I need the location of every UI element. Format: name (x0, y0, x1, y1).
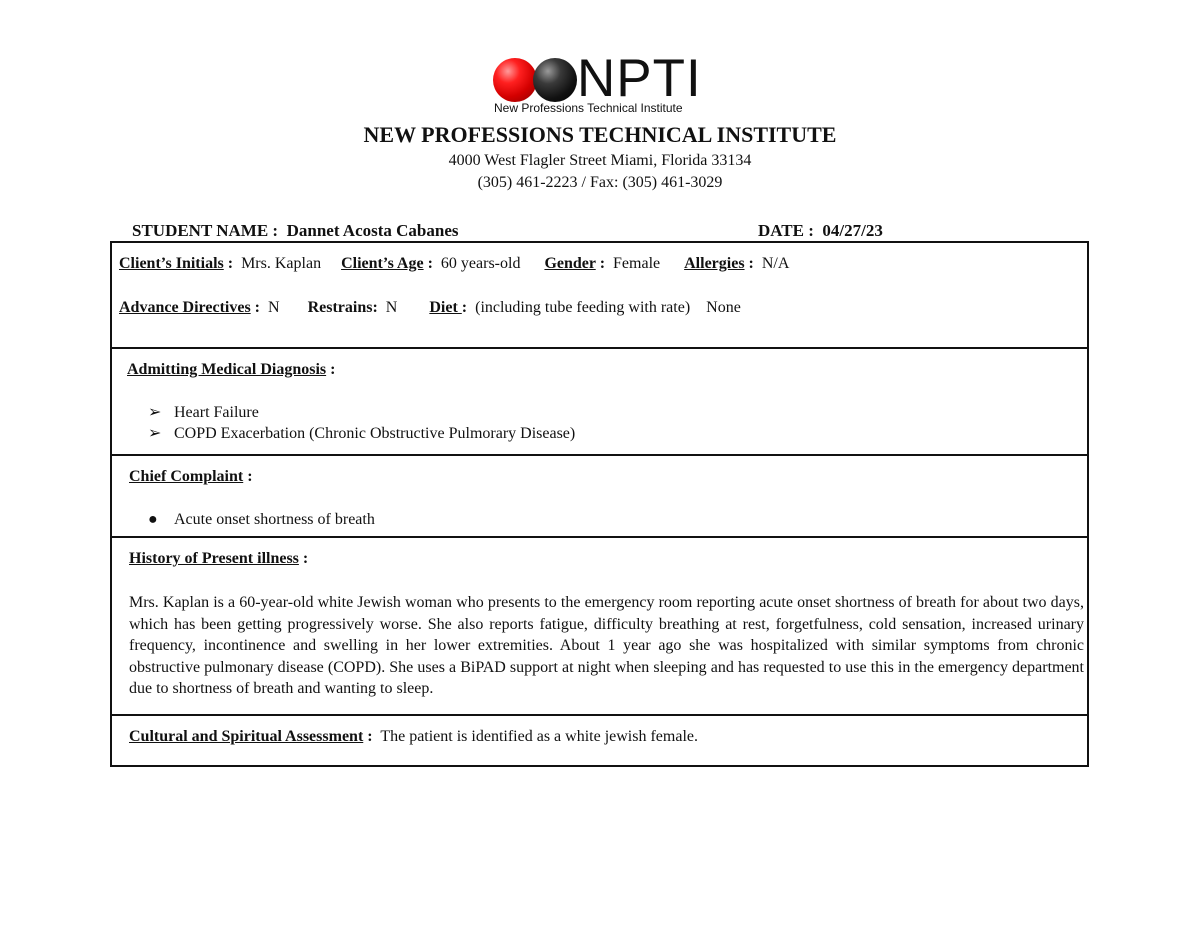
assessment-form (110, 241, 1089, 767)
student-name-label: STUDENT NAME : (132, 221, 279, 240)
dot-bullet-icon: ● (148, 511, 158, 528)
gender-value: Female (613, 255, 661, 272)
cultural-value: The patient is identified as a white jewish female. (380, 728, 698, 745)
history-paragraph: Mrs. Kaplan is a 60-year-old white Jewish woman who presents to the emergency room reporting acute onset shortness of breath for about two days, which has been getting progressively worse. She also reports fatigue, difficulty breathing at rest, forgetfulness, cold sensation, increased urinary frequency, incontinence and swelling in her lower extremities. About 1 year ago she was hospitalized with similar symptoms from chronic obstructive pulmonary disease (COPD). She uses a BiPAD support at night when sleeping and has requested to use this in the emergency department due to shortness of breath and wanting to sleep. (129, 594, 1084, 698)
date-field (758, 221, 883, 241)
institute-name: NEW PROFESSIONS TECHNICAL INSTITUTE (363, 122, 837, 147)
allergies-value: N/A (761, 255, 790, 272)
history-label: History of Present illness (129, 550, 299, 567)
section-divider (112, 347, 1087, 349)
client-initials-label: Client’s Initials (119, 255, 224, 272)
diagnosis-item-text: COPD Exacerbation (Chronic Obstructive Pulmorary Disease) (174, 425, 576, 442)
restrains-label: Restrains: (307, 299, 378, 316)
client-info-row-2: Advance Directives : N Restrains: N Diet : (including tube feeding with rate) None (119, 299, 741, 316)
history-heading: History of Present illness : (129, 550, 309, 567)
student-name-value: Dannet Acosta Cabanes (286, 221, 459, 240)
client-info-row-1: Client’s Initials : Mrs. Kaplan Client’s Age : 60 years-old Gender : Female Allergies : N/A (119, 255, 790, 272)
diagnosis-heading: Admitting Medical Diagnosis : (127, 361, 336, 378)
npti-logo (493, 49, 723, 118)
cultural-label: Cultural and Spiritual Assessment (129, 728, 364, 745)
section-divider (112, 536, 1087, 538)
student-name-field (132, 221, 459, 241)
diet-value: None (706, 299, 741, 316)
list-item (148, 424, 575, 444)
advance-directives-value: N (268, 299, 280, 316)
client-age-label: Client’s Age (341, 255, 424, 272)
black-sphere-logo-mark (533, 58, 577, 102)
advance-directives-label: Advance Directives (119, 299, 251, 316)
diagnosis-item-text: Heart Failure (174, 404, 259, 421)
complaint-item-text: Acute onset shortness of breath (174, 511, 375, 528)
date-value: 04/27/23 (822, 221, 883, 240)
logo-subtitle: New Professions Technical Institute (494, 101, 683, 115)
logo-wordmark: NPTI (577, 49, 702, 108)
allergies-label: Allergies (684, 255, 745, 272)
diagnosis-label: Admitting Medical Diagnosis (127, 361, 327, 378)
restrains-value: N (385, 299, 398, 316)
diet-note: (including tube feeding with rate) (475, 299, 691, 316)
section-divider (112, 714, 1087, 716)
date-label: DATE : (758, 221, 814, 240)
institute-address: 4000 West Flagler Street Miami, Florida 33134 (448, 152, 752, 169)
diet-label: Diet (429, 299, 462, 316)
complaint-heading: Chief Complaint : (129, 468, 253, 485)
list-item (148, 403, 259, 423)
institute-phone-fax: (305) 461-2223 / Fax: (305) 461-3029 (477, 174, 723, 191)
complaint-label: Chief Complaint (129, 468, 244, 485)
gender-label: Gender (544, 255, 596, 272)
section-divider (112, 454, 1087, 456)
arrowhead-bullet-icon: ➢ (148, 425, 162, 442)
arrowhead-bullet-icon: ➢ (148, 404, 162, 421)
client-age-value: 60 years-old (440, 255, 521, 272)
list-item (148, 510, 375, 530)
red-sphere-logo-mark (493, 58, 537, 102)
cultural-row: Cultural and Spiritual Assessment : The patient is identified as a white jewish female. (129, 728, 698, 745)
client-initials-value: Mrs. Kaplan (241, 255, 322, 272)
